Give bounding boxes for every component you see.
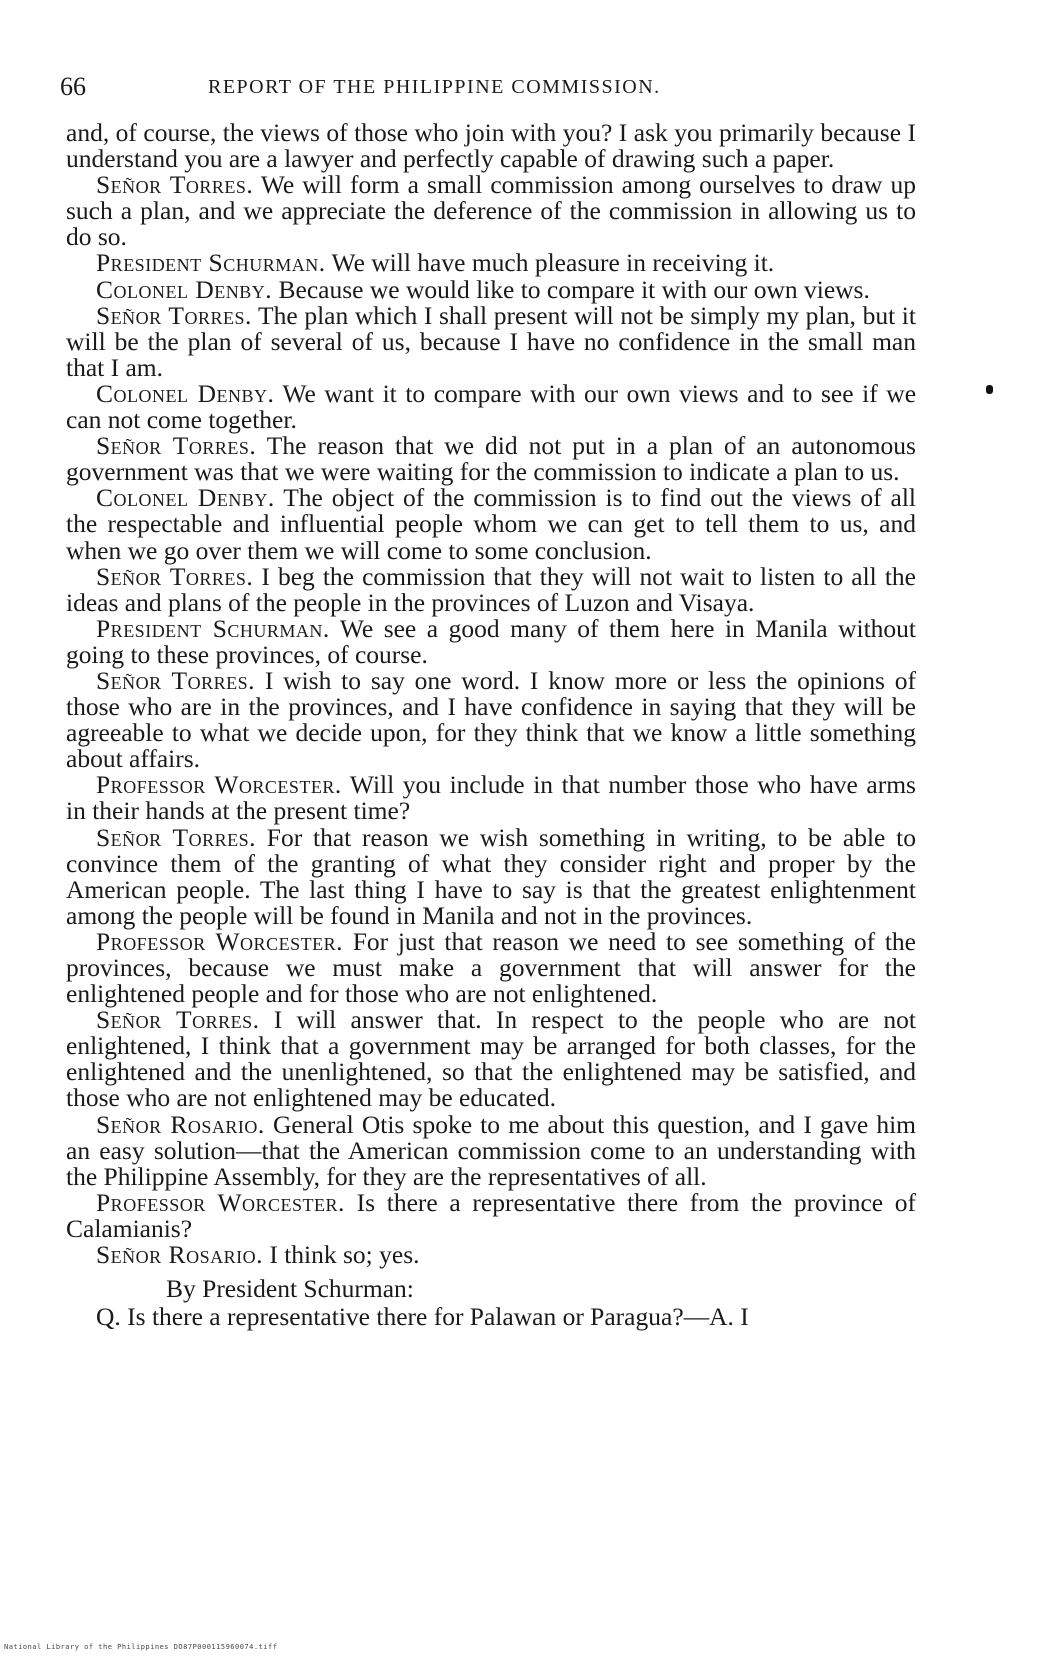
paragraph [66, 274, 916, 304]
paragraph [66, 250, 916, 276]
paragraph-text: I beg the commission that they will not wait to listen to all the ideas and plans of the people in the provinces of Luzon and Visaya. [66, 561, 917, 617]
paragraph [66, 665, 916, 774]
scan-footer: National Library of the Philippines DO87P000115960074.tiff [4, 1643, 278, 1651]
speaker-name: Señor Torres. [96, 300, 252, 330]
paragraph [66, 613, 916, 669]
by-line-text: By President Schurman: [166, 1274, 414, 1304]
paragraph-text: We will have much pleasure in receiving it. [331, 248, 775, 278]
running-title: REPORT OF THE PHILIPPINE COMMISSION. [208, 76, 661, 98]
paragraph [66, 1242, 916, 1268]
paragraph [66, 926, 916, 1009]
speaker-name: Señor Rosario. [96, 1109, 265, 1139]
paragraph-text: Because we would like to compare it with our own views. [278, 274, 870, 304]
body-text [66, 120, 916, 1330]
paragraph-text: The plan which I shall present will not be simply my plan, but it will be the plan of several of us, because I have no confidence in the small man that I am. [66, 300, 916, 382]
question-text: Q. Is there a representative there for Palawan or Paragua?—A. I [96, 1302, 749, 1332]
paragraph [66, 120, 916, 172]
speaker-name: President Schurman. [96, 613, 330, 643]
question-line [66, 1304, 916, 1330]
speaker-name: Señor Torres. [96, 170, 254, 200]
speaker-name: Professor Worcester. [96, 770, 342, 800]
speaker-name: Colonel Denby. [96, 274, 273, 304]
paragraph [66, 433, 916, 485]
paragraph-text: General Otis spoke to me about this question, and I gave him an easy solution—that the American commission come to an understanding with the Philippine Assembly, for they are the representatives of all. [66, 1109, 917, 1191]
speaker-name: Señor Torres. [96, 822, 256, 852]
paragraph-text: The object of the commission is to find out the views of all the respectable and influential people whom we can get to tell them to us, and when we go over them we will come to some conclusion. [66, 483, 916, 565]
paragraph-text: I wish to say one word. I know more or less the opinions of those who are in the provinces, and I have confidence in saying that they will be agreeable to what we decide upon, for they think that we know a little something about affairs. [66, 665, 916, 774]
page-number: 66 [60, 72, 86, 101]
paragraph-text: For just that reason we need to see something of the provinces, because we must make a government that will answer for the enlightened people and for those who are not enlightened. [66, 926, 916, 1009]
paragraph [66, 1109, 917, 1191]
page-header [60, 72, 980, 112]
speaker-name: Señor Rosario. [96, 1240, 263, 1270]
speaker-name: Señor Torres. [96, 561, 254, 591]
paragraph [66, 172, 916, 250]
paragraph [66, 822, 916, 930]
paragraph-text: For that reason we wish something in writing, to be able to convince them of the granting of what they consider right and proper by the American people. The last thing I have to say is that the greatest enlightenment among the people will be found in Manila and not in the provinces. [66, 822, 916, 930]
paragraph [66, 378, 917, 435]
speaker-name: Señor Torres. [96, 665, 256, 695]
speaker-name: Colonel Denby. [96, 378, 275, 408]
paragraph [66, 1007, 916, 1111]
paragraph-text: We want it to compare with our own views and to see if we can not come together. [66, 378, 917, 435]
speaker-name: Señor Torres. [96, 1005, 260, 1035]
paragraph [66, 561, 917, 617]
speaker-name: Señor Torres. [96, 431, 257, 461]
paragraph-text: and, of course, the views of those who join with you? I ask you primarily because I understand you are a lawyer and perfectly capable of drawing such a paper. [66, 118, 916, 174]
paragraph-text: I will answer that. In respect to the people who are not enlightened, I think that a government may be arranged for both classes, for the enlightened and the unenlightened, so that the enlightened may be satisfied, and those who are not enlightened may be educated. [66, 1005, 916, 1113]
paragraph-text: The reason that we did not put in a plan of an autonomous government was that we were waiting for the commission to indicate a plan to us. [66, 431, 916, 487]
by-line [66, 1276, 916, 1302]
margin-dot [986, 385, 993, 394]
speaker-name: Professor Worcester. [96, 926, 343, 956]
paragraph-text: I think so; yes. [269, 1240, 420, 1270]
paragraph-text: We see a good many of them here in Manila without going to these provinces, of course. [66, 613, 916, 669]
paragraph [66, 485, 916, 563]
paragraph-text: Will you include in that number those who have arms in their hands at the present time? [66, 770, 916, 826]
paragraph [66, 772, 916, 824]
speaker-name: Colonel Denby. [96, 483, 275, 513]
paragraph-text: We will form a small commission among ourselves to draw up such a plan, and we appreciate the deference of the commission in allowing us to do so. [66, 170, 916, 252]
paragraph [66, 300, 916, 382]
paragraph-text: Is there a representative there from the province of Calamianis? [66, 1187, 917, 1243]
speaker-name: Professor Worcester. [96, 1187, 345, 1217]
speaker-name: President Schurman. [96, 248, 326, 278]
paragraph [66, 1187, 917, 1243]
